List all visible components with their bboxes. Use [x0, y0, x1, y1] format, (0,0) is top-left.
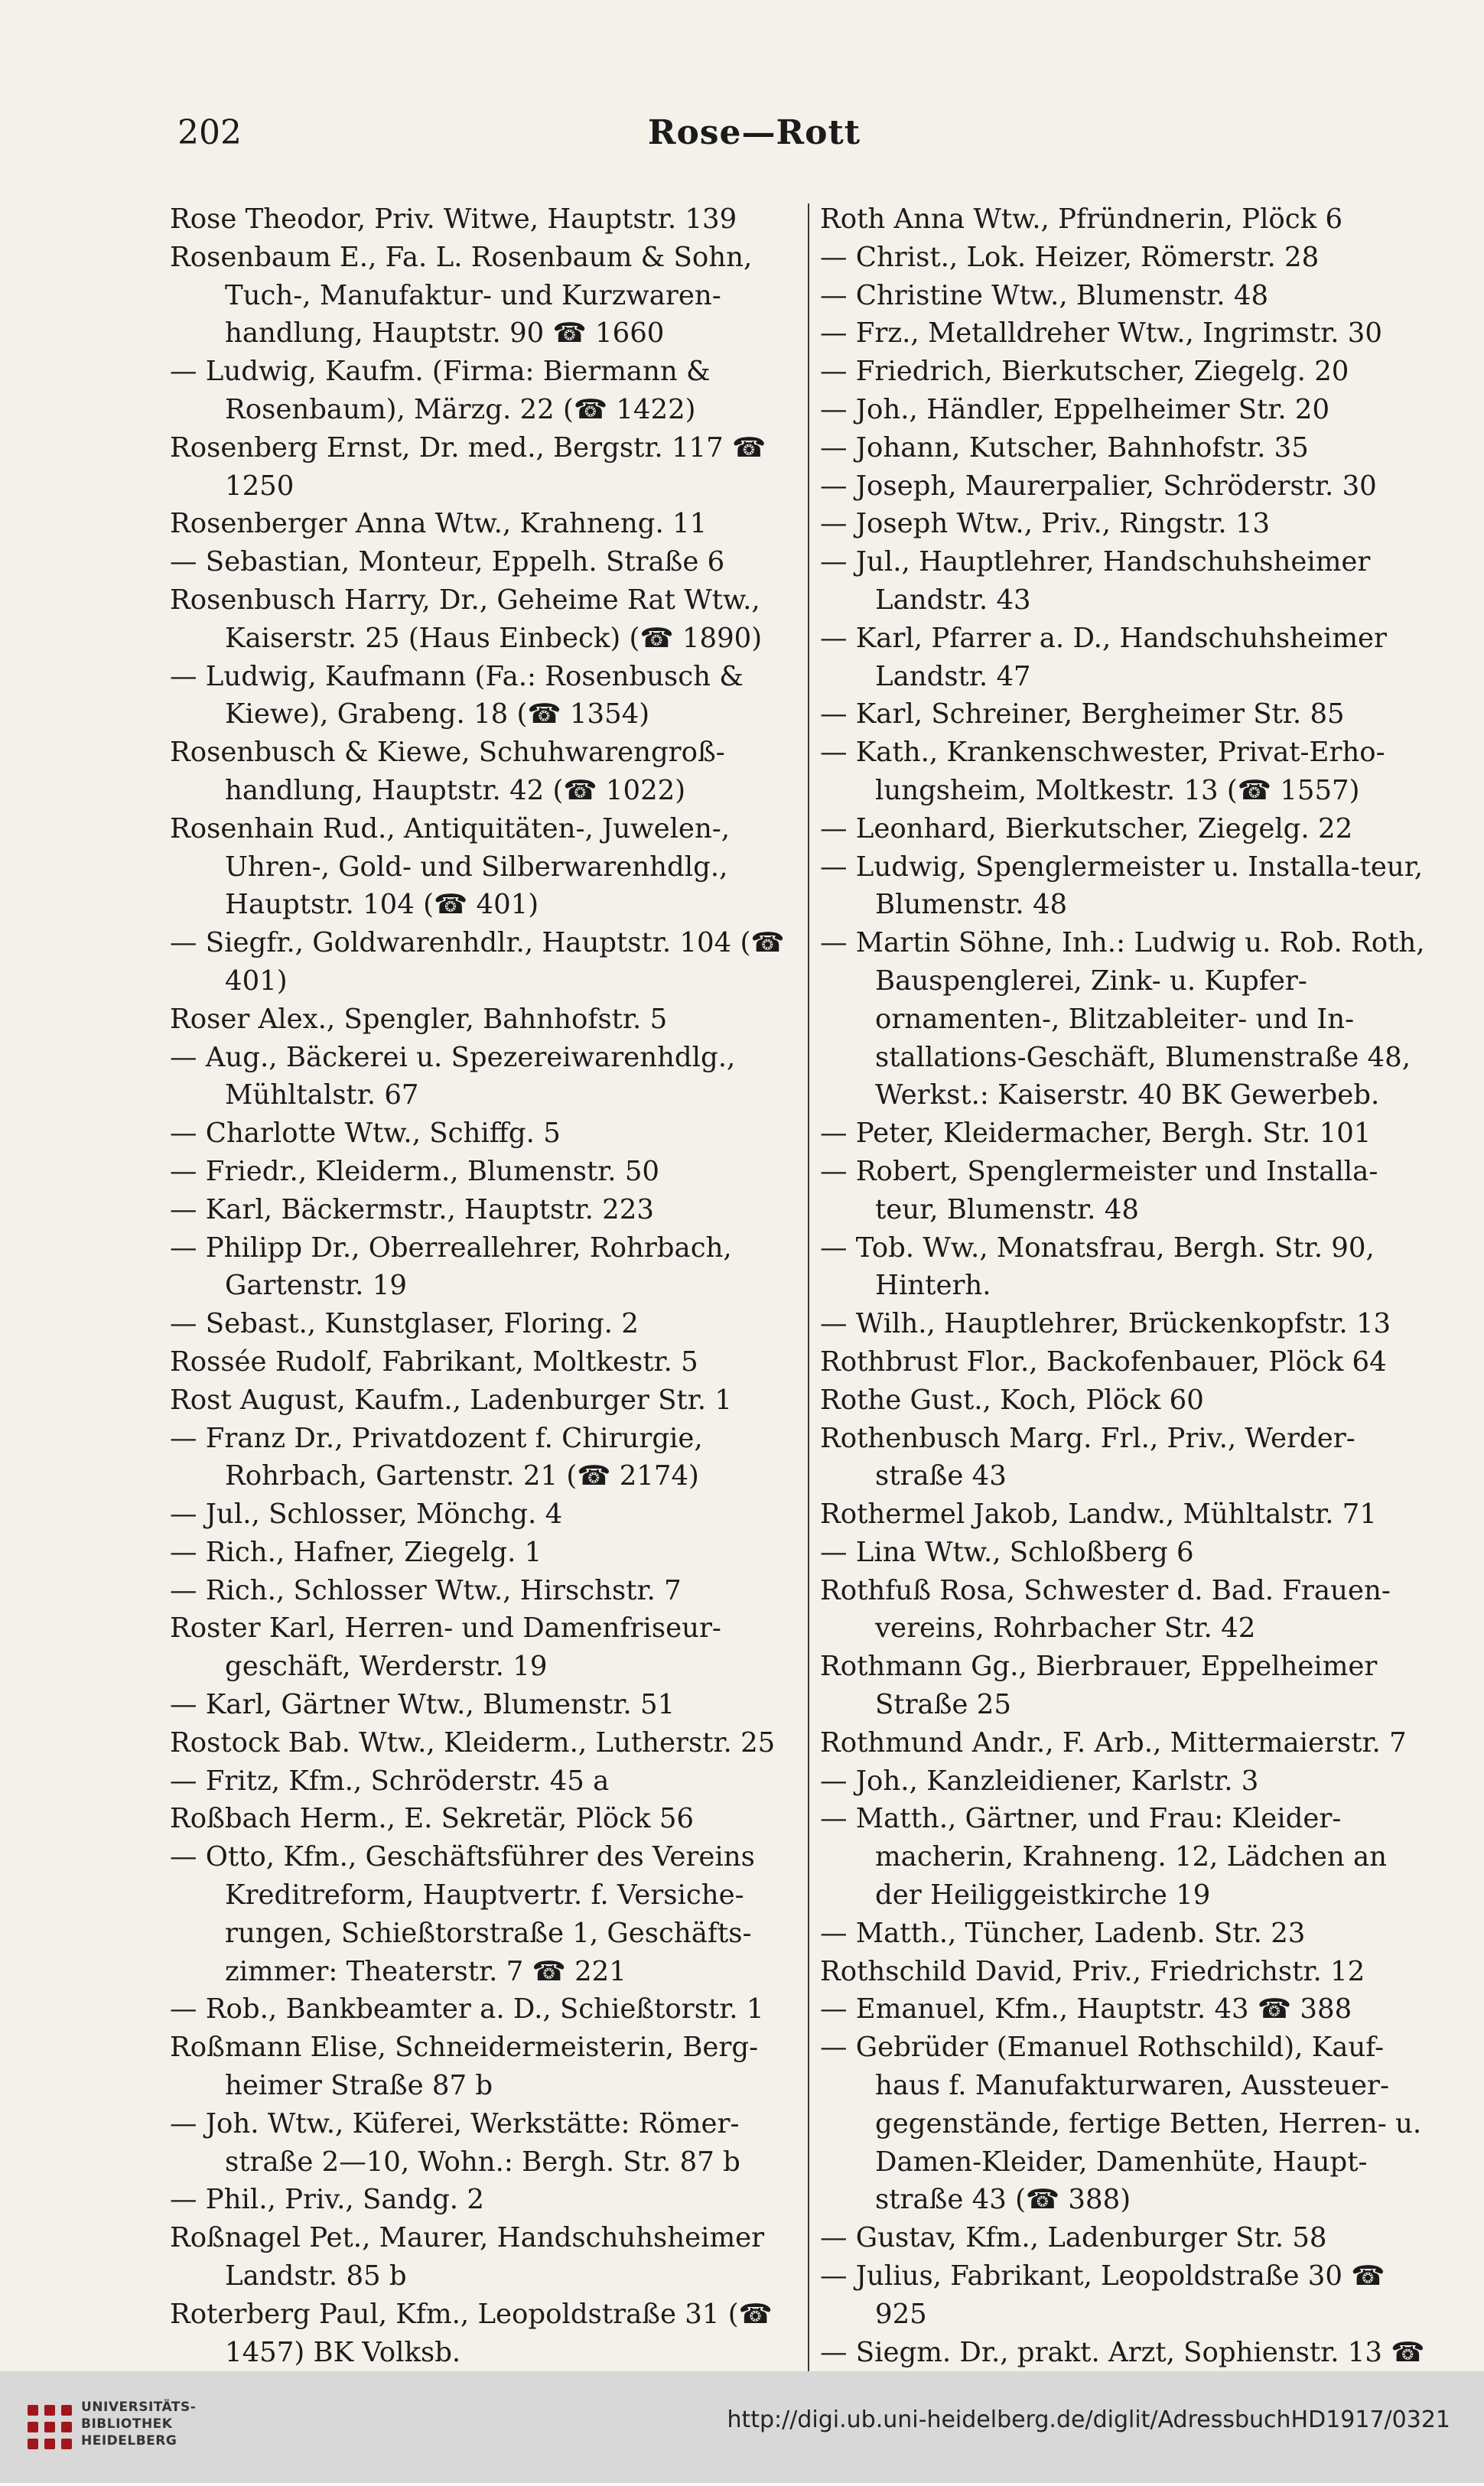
directory-entry: Rosenhain Rud., Antiquitäten-, Juwelen-, Uhren-, Gold- und Silberwarenhdlg., Hauptstr. 104 (☎ 401) — [170, 812, 731, 921]
directory-entry: Roßmann Elise, Schneidermeisterin, Berg-heimer Straße 87 b — [170, 2032, 759, 2102]
library-name — [81, 2399, 196, 2449]
library-name-line: UNIVERSITÄTS- — [81, 2400, 197, 2415]
directory-entry: Roth Anna Wtw., Pfründnerin, Plöck 6 — [820, 203, 1343, 235]
directory-entry: — Friedrich, Bierkutscher, Ziegelg. 20 — [820, 356, 1349, 388]
directory-entry: Rosenbusch & Kiewe, Schuhwarengroß-handlung, Hauptstr. 42 (☎ 1022) — [170, 737, 725, 806]
directory-entry: — Emanuel, Kfm., Hauptstr. 43 ☎ 388 — [820, 1993, 1352, 2026]
directory-entry: Rothe Gust., Koch, Plöck 60 — [820, 1384, 1204, 1416]
directory-entry: — Joseph, Maurerpalier, Schröderstr. 30 — [820, 470, 1377, 502]
directory-entry: — Robert, Spenglermeister und Installa-teur, Blumenstr. 48 — [820, 1155, 1378, 1225]
directory-entry: — Joseph Wtw., Priv., Ringstr. 13 — [820, 508, 1271, 540]
directory-entry: — Matth., Tüncher, Ladenb. Str. 23 — [820, 1917, 1306, 1949]
directory-entry: Rothbrust Flor., Backofenbauer, Plöck 64 — [820, 1345, 1387, 1378]
directory-entry: — Sebastian, Monteur, Eppelh. Straße 6 — [170, 546, 725, 578]
directory-entry: — Charlotte Wtw., Schiffg. 5 — [170, 1118, 561, 1150]
directory-entry: — Wilh., Hauptlehrer, Brückenkopfstr. 13 — [820, 1308, 1391, 1340]
directory-entry: — Johann, Kutscher, Bahnhofstr. 35 — [820, 431, 1309, 464]
directory-entry: — Otto, Kfm., Geschäftsführer des Vereins Kreditreform, Hauptvertr. f. Versiche-rungen, Schießtorstraße 1, Geschäfts-zimmer: Theaterstr. 7 ☎ 221 — [170, 1841, 755, 1987]
directory-entry: — Gustav, Kfm., Ladenburger Str. 58 — [820, 2222, 1327, 2254]
directory-entry: — Ludwig, Spenglermeister u. Installa-teur, Blumenstr. 48 — [820, 851, 1424, 921]
directory-entry: — Karl, Gärtner Wtw., Blumenstr. 51 — [170, 1689, 675, 1721]
directory-entry: Roßbach Herm., E. Sekretär, Plöck 56 — [170, 1803, 695, 1835]
directory-entry: — Rob., Bankbeamter a. D., Schießtorstr. 1 — [170, 1993, 764, 2026]
directory-entry: Rosenbusch Harry, Dr., Geheime Rat Wtw., Kaiserstr. 25 (Haus Einbeck) (☎ 1890) — [170, 584, 763, 654]
directory-entry: — Aug., Bäckerei u. Spezereiwarenhdlg., Mühltalstr. 67 — [170, 1041, 736, 1111]
directory-entry: — Rich., Hafner, Ziegelg. 1 — [170, 1536, 542, 1568]
directory-entry: Rothmund Andr., F. Arb., Mittermaierstr. 7 — [820, 1726, 1407, 1759]
directory-entry: — Sebast., Kunstglaser, Floring. 2 — [170, 1308, 639, 1340]
directory-entry: Rosenberger Anna Wtw., Krahneng. 11 — [170, 508, 708, 540]
directory-entry: — Peter, Kleidermacher, Bergh. Str. 101 — [820, 1118, 1372, 1150]
directory-entry: Rothschild David, Priv., Friedrichstr. 12 — [820, 1955, 1365, 1987]
directory-entry: Rothfuß Rosa, Schwester d. Bad. Frauen-vereins, Rohrbacher Str. 42 — [820, 1574, 1391, 1645]
directory-entry: — Jul., Hauptlehrer, Handschuhsheimer Landstr. 43 — [820, 546, 1371, 616]
directory-entry: — Ludwig, Kaufmann (Fa.: Rosenbusch & Kiewe), Grabeng. 18 (☎ 1354) — [170, 660, 744, 731]
library-name-line: HEIDELBERG — [81, 2433, 177, 2449]
directory-entry: Rostock Bab. Wtw., Kleiderm., Lutherstr. 25 — [170, 1726, 776, 1759]
directory-entry: Rossée Rudolf, Fabrikant, Moltkestr. 5 — [170, 1345, 698, 1378]
page-header — [173, 113, 1336, 159]
directory-entry: — Phil., Priv., Sandg. 2 — [170, 2184, 484, 2216]
library-logo-icon — [28, 2405, 72, 2449]
directory-entry: Roster Karl, Herren- und Damenfriseur-geschäft, Werderstr. 19 — [170, 1612, 721, 1683]
directory-entry: — Martin Söhne, Inh.: Ludwig u. Rob. Roth, Bauspenglerei, Zink- u. Kupfer-ornamenten-, Blitzableiter- und In-stallations-Geschäft, Blumenstraße 48, Werkst.: Kaiserstr. 40 BK Gewerbeb. — [820, 927, 1425, 1111]
directory-entry: — Siegm. Dr., prakt. Arzt, Sophienstr. 13 ☎ — [820, 2336, 1425, 2368]
directory-entry: Rosenbaum E., Fa. L. Rosenbaum & Sohn, Tuch-, Manufaktur- und Kurzwaren-handlung, Hauptstr. 90 ☎ 1660 — [170, 241, 753, 350]
directory-entry: — Jul., Schlosser, Mönchg. 4 — [170, 1498, 563, 1531]
directory-entry: — Siegfr., Goldwarenhdlr., Hauptstr. 104 (☎ 401) — [170, 927, 785, 997]
directory-entry: — Fritz, Kfm., Schröderstr. 45 a — [170, 1765, 610, 1797]
directory-entry: Rosenberg Ernst, Dr. med., Bergstr. 117 ☎ 1250 — [170, 431, 766, 502]
directory-entry: — Franz Dr., Privatdozent f. Chirurgie, Rohrbach, Gartenstr. 21 (☎ 2174) — [170, 1422, 703, 1492]
directory-entry: — Ludwig, Kaufm. (Firma: Biermann & Rosenbaum), Märzg. 22 (☎ 1422) — [170, 356, 711, 425]
page-number: 202 — [177, 113, 242, 152]
directory-entry: Rothmann Gg., Bierbrauer, Eppelheimer Straße 25 — [820, 1651, 1378, 1721]
source-url-link[interactable]: http://digi.ub.uni-heidelberg.de/diglit/AdressbuchHD1917/0321 — [727, 2406, 1450, 2433]
directory-entry: Roser Alex., Spengler, Bahnhofstr. 5 — [170, 1003, 668, 1035]
directory-entry: Rothermel Jakob, Landw., Mühltalstr. 71 — [820, 1498, 1377, 1531]
column-divider — [808, 203, 809, 2391]
directory-entry: — Tob. Ww., Monatsfrau, Bergh. Str. 90, Hinterh. — [820, 1232, 1375, 1302]
directory-entry: Roßnagel Pet., Maurer, Handschuhsheimer Landstr. 85 b — [170, 2222, 765, 2292]
directory-entry: — Joh. Wtw., Küferei, Werkstätte: Römer-straße 2—10, Wohn.: Bergh. Str. 87 b — [170, 2107, 740, 2178]
library-name-line: BIBLIOTHEK — [81, 2416, 173, 2432]
directory-entry: — Christine Wtw., Blumenstr. 48 — [820, 279, 1269, 311]
directory-entry: — Karl, Schreiner, Bergheimer Str. 85 — [820, 698, 1345, 731]
running-title: Rose—Rott — [647, 113, 861, 152]
directory-entry: — Matth., Gärtner, und Frau: Kleider-macherin, Krahneng. 12, Lädchen an der Heiliggeistkirche 19 — [820, 1803, 1388, 1912]
directory-entry: — Karl, Bäckermstr., Hauptstr. 223 — [170, 1193, 654, 1225]
directory-entry: — Philipp Dr., Oberreallehrer, Rohrbach, Gartenstr. 19 — [170, 1232, 732, 1302]
directory-entry: — Christ., Lok. Heizer, Römerstr. 28 — [820, 241, 1320, 273]
directory-entry: — Julius, Fabrikant, Leopoldstraße 30 ☎ 925 — [820, 2260, 1385, 2330]
directory-entry: Roterberg Paul, Kfm., Leopoldstraße 31 (☎ 1457) BK Volksb. — [170, 2298, 773, 2368]
directory-entry: — Joh., Kanzleidiener, Karlstr. 3 — [820, 1765, 1259, 1797]
directory-entry: — Kath., Krankenschwester, Privat-Erho-lungsheim, Moltkestr. 13 (☎ 1557) — [820, 737, 1385, 806]
directory-entry: — Joh., Händler, Eppelheimer Str. 20 — [820, 393, 1330, 425]
right-column — [820, 200, 1438, 2410]
left-column — [170, 200, 788, 2486]
directory-entry: — Friedr., Kleiderm., Blumenstr. 50 — [170, 1155, 659, 1187]
directory-entry: — Leonhard, Bierkutscher, Ziegelg. 22 — [820, 812, 1353, 844]
directory-entry: Rose Theodor, Priv. Witwe, Hauptstr. 139 — [170, 203, 737, 235]
directory-entry: — Karl, Pfarrer a. D., Handschuhsheimer Landstr. 47 — [820, 622, 1388, 692]
directory-entry: Rothenbusch Marg. Frl., Priv., Werder-straße 43 — [820, 1422, 1355, 1492]
directory-entry: Rost August, Kaufm., Ladenburger Str. 1 — [170, 1384, 732, 1416]
directory-entry: — Gebrüder (Emanuel Rothschild), Kauf-haus f. Manufakturwaren, Aussteuer-gegenstände, fertige Betten, Herren- u. Damen-Kleider, Damenhüte, Haupt-straße 43 (☎ 388) — [820, 2032, 1422, 2216]
viewer-footer — [0, 2371, 1484, 2483]
directory-entry: — Frz., Metalldreher Wtw., Ingrimstr. 30 — [820, 317, 1382, 350]
directory-entry: — Lina Wtw., Schloßberg 6 — [820, 1536, 1194, 1568]
directory-entry: — Rich., Schlosser Wtw., Hirschstr. 7 — [170, 1574, 682, 1606]
